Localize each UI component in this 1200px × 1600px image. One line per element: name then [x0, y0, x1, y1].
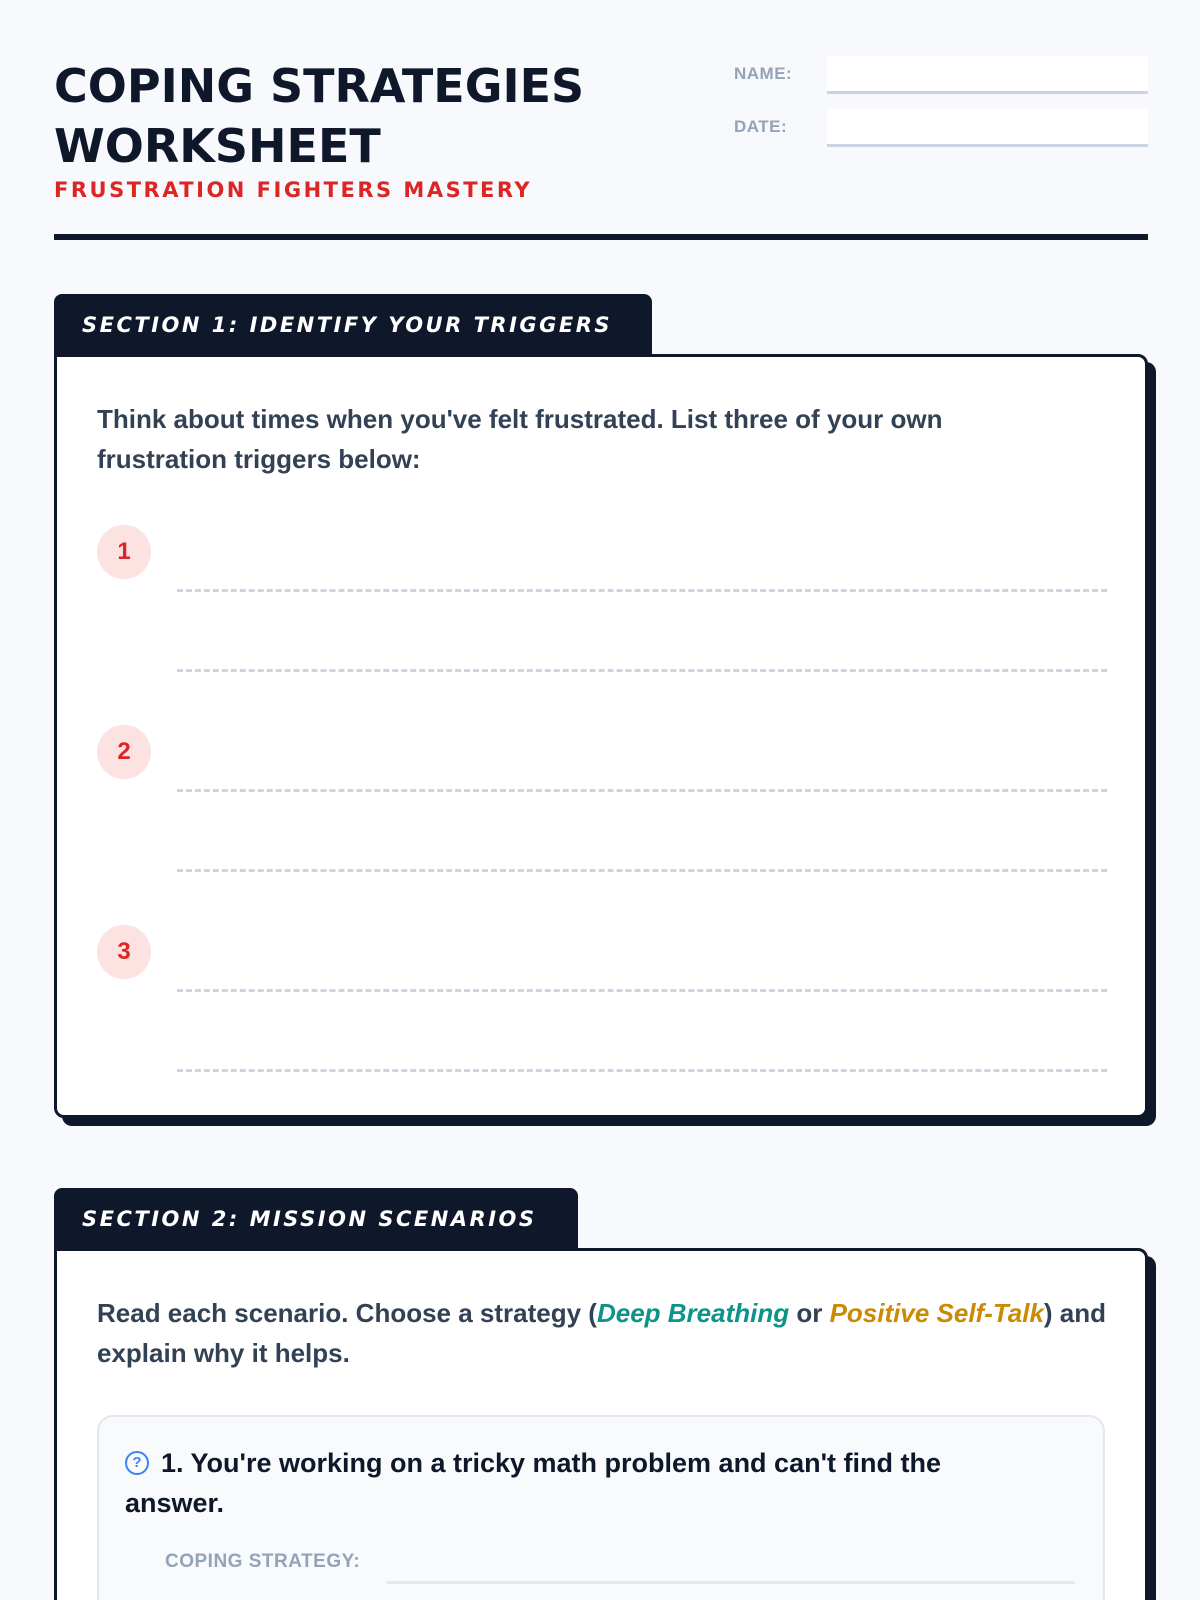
- trigger-item: [97, 525, 1107, 725]
- section-1-instructions: Think about times when you've felt frustrated. List three of your own frustration triggers below:: [97, 404, 943, 474]
- date-row: [734, 109, 1148, 162]
- name-row: [734, 56, 1148, 109]
- section-1-card: [54, 354, 1148, 1118]
- section-2-instructions: [97, 1293, 1107, 1373]
- answer-line[interactable]: [177, 789, 1107, 792]
- section-1-tab: SECTION 1: IDENTIFY YOUR TRIGGERS: [54, 294, 652, 356]
- trigger-item: [97, 925, 1107, 1125]
- answer-line[interactable]: [177, 589, 1107, 592]
- strategy-deep-breathing: Deep Breathing: [596, 1298, 790, 1328]
- answer-line[interactable]: [177, 669, 1107, 672]
- coping-strategy-field[interactable]: [387, 1581, 1075, 1584]
- instructions-text: ) and explain why it helps.: [97, 1298, 1107, 1368]
- date-label: DATE:: [734, 117, 788, 136]
- name-label: NAME:: [734, 64, 793, 83]
- instructions-text: or: [789, 1298, 830, 1328]
- trigger-number-badge: 2: [97, 725, 151, 779]
- header-divider: [54, 234, 1148, 240]
- worksheet-header: [54, 56, 1148, 242]
- scenario-question-text: 1. You're working on a tricky math problem and can't find the answer.: [125, 1448, 941, 1518]
- scenario-question: [125, 1443, 1025, 1523]
- scenario-card: [97, 1415, 1105, 1600]
- name-field[interactable]: [827, 56, 1148, 94]
- section-2-tab: SECTION 2: MISSION SCENARIOS: [54, 1188, 578, 1250]
- coping-strategy-label: COPING STRATEGY:: [165, 1551, 361, 1572]
- instructions-text: Read each scenario. Choose a strategy (: [97, 1298, 597, 1328]
- answer-line[interactable]: [177, 869, 1107, 872]
- section-2-card: [54, 1248, 1148, 1600]
- student-info: [734, 56, 1148, 162]
- trigger-number-badge: 1: [97, 525, 151, 579]
- question-icon: ?: [125, 1451, 149, 1475]
- page-title: COPING STRATEGIES WORKSHEET: [54, 59, 585, 173]
- answer-line[interactable]: [177, 989, 1107, 992]
- date-field[interactable]: [827, 109, 1148, 147]
- strategy-row: [165, 1549, 1075, 1589]
- strategy-positive-self-talk: Positive Self-Talk: [829, 1298, 1044, 1328]
- page-subtitle: FRUSTRATION FIGHTERS MASTERY: [54, 178, 533, 202]
- answer-line[interactable]: [177, 1069, 1107, 1072]
- trigger-item: [97, 725, 1107, 925]
- trigger-number-badge: 3: [97, 925, 151, 979]
